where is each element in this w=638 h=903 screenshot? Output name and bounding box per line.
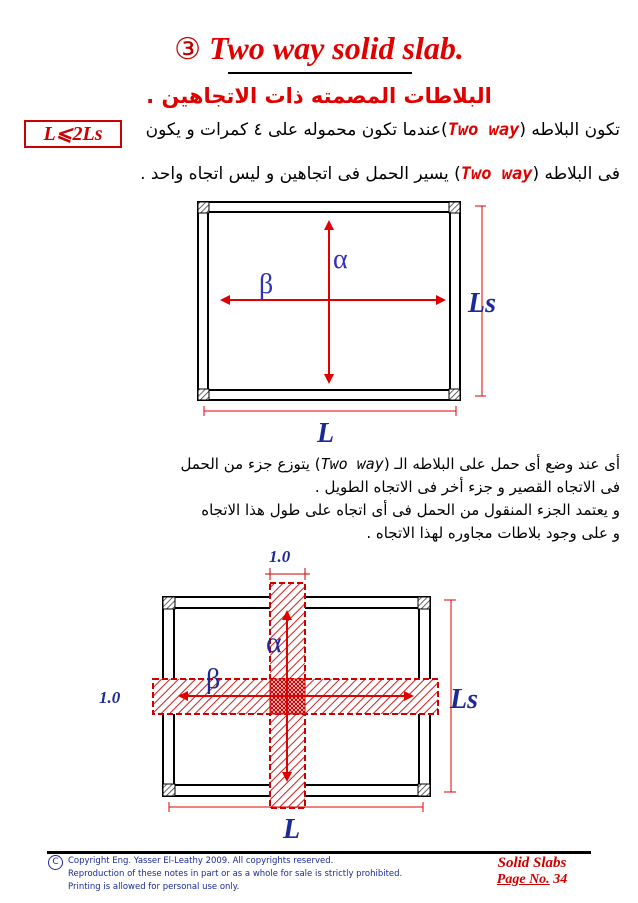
explanation-line-1-english: Two way — [320, 455, 384, 473]
title-underline — [228, 72, 412, 74]
column2-bottom-left — [163, 784, 175, 796]
explanation-line-1-start: أى عند وضع أى حمل على البلاطه الـ ( — [383, 455, 620, 473]
alpha2-label: α — [266, 626, 282, 659]
explanation-line-2: فى الاتجاه القصير و جزء أخر فى الاتجاه الطويل . — [314, 478, 620, 496]
intro-line-2-end: ) يسير الحمل فى اتجاهين و ليس اتجاه واحد . — [140, 164, 461, 184]
page-label: Page No. — [496, 872, 550, 887]
reproduction-line: Reproduction of these notes in part or as a whole for sale is strictly prohibited. — [68, 869, 403, 879]
explanation-line-1 — [181, 455, 620, 473]
page-number — [472, 872, 592, 888]
left-dimension-label: 1.0 — [99, 688, 121, 707]
copyright-notice — [68, 855, 402, 894]
arabic-subheading: البلاطات المصمته ذات الاتجاهين . — [146, 84, 492, 108]
formula-box: L⩽2Ls — [24, 120, 122, 148]
column-bottom-left — [198, 389, 209, 400]
intro-line-2-start: فى البلاطه ( — [532, 164, 620, 184]
top-dimension-label: 1.0 — [269, 547, 291, 566]
intro-line-1 — [146, 120, 620, 140]
column-top-right — [449, 202, 460, 213]
column2-top-left — [163, 597, 175, 609]
intro-line-1-english: Two way — [447, 120, 520, 140]
page-title — [0, 30, 638, 67]
intro-line-1-end: )عندما تكون محموله على ٤ كمرات و يكون — [145, 120, 448, 140]
printing-line: Printing is allowed for personal use only. — [68, 882, 240, 892]
beta2-label: β — [206, 664, 221, 695]
footer-brand: Solid Slabs — [497, 855, 567, 871]
slab-diagram-1 — [0, 190, 638, 452]
column2-bottom-right — [418, 784, 430, 796]
explanation-line-3: و يعتمد الجزء المنقول من الحمل فى أى اتجاه على طول هذا الاتجاه — [201, 501, 620, 519]
title-text: Two way solid slab. — [209, 30, 464, 66]
l-dimension — [204, 406, 456, 416]
column-bottom-right — [449, 389, 460, 400]
l-label: L — [317, 418, 335, 449]
l2-label: L — [283, 814, 301, 845]
intro-line-1-start: تكون البلاطه ( — [519, 120, 620, 140]
alpha-label: α — [333, 244, 348, 275]
explanation-line-1-end: ) يتوزع جزء من الحمل — [180, 455, 321, 473]
intro-line-2 — [140, 164, 620, 184]
beta-label: β — [259, 269, 274, 300]
column2-top-right — [418, 597, 430, 609]
ls2-label: Ls — [450, 684, 478, 715]
slab-diagram-2 — [0, 540, 638, 848]
copyright-icon: C — [48, 855, 63, 870]
explanation-line-4: و على وجود بلاطات مجاوره لهذا الاتجاه . — [366, 524, 620, 542]
footer-rule — [47, 851, 591, 854]
page-number-value: 34 — [553, 872, 568, 887]
section-number: ③ — [174, 33, 202, 66]
column-top-left — [198, 202, 209, 213]
copyright-line: Copyright Eng. Yasser El-Leathy 2009. All copyrights reserved. — [68, 856, 334, 866]
intro-line-2-english: Two way — [460, 164, 533, 184]
ls-label: Ls — [468, 288, 496, 319]
